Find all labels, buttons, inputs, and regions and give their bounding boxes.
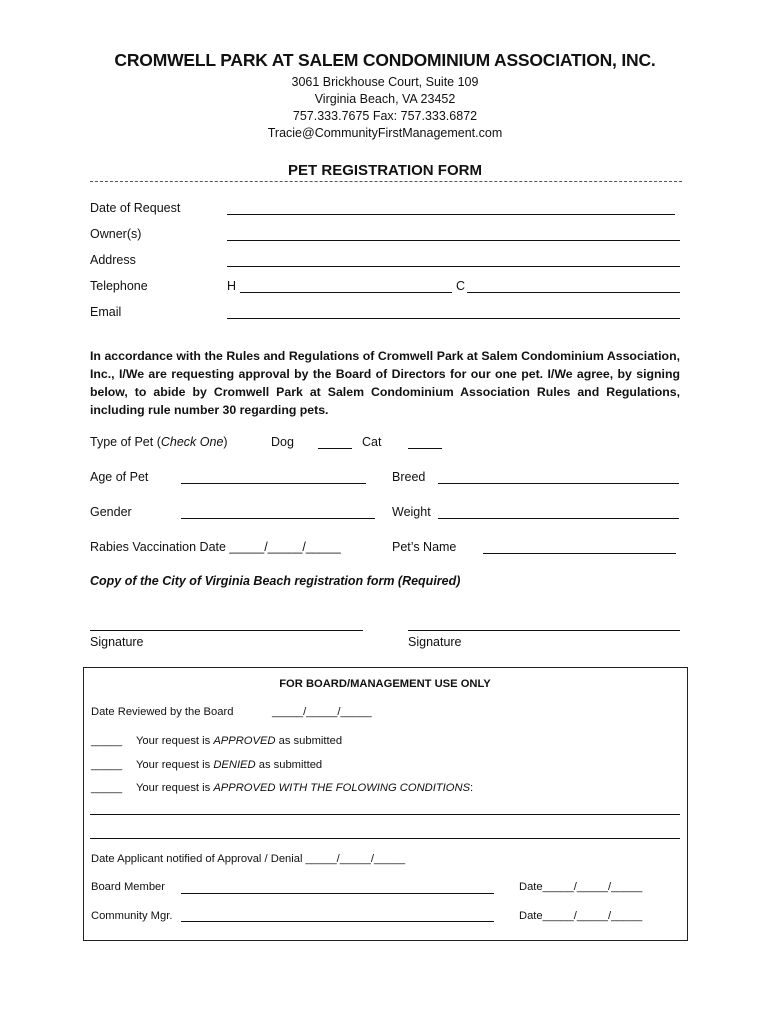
approved-check-field[interactable]: _____ <box>91 735 123 747</box>
conditions-line-2[interactable] <box>90 838 680 839</box>
agreement-line: including rule number 30 regarding pets. <box>90 403 329 417</box>
breed-field[interactable] <box>438 483 679 484</box>
date-of-request-label: Date of Request <box>90 201 181 215</box>
conditions-check-field[interactable]: _____ <box>91 782 123 794</box>
age-of-pet-label: Age of Pet <box>90 470 149 484</box>
type-of-pet-label <box>90 435 228 449</box>
board-member-label: Board Member <box>91 881 165 893</box>
telephone-cell-field[interactable] <box>467 292 680 293</box>
age-of-pet-field[interactable] <box>181 483 366 484</box>
contact-email: Tracie@CommunityFirstManagement.com <box>267 126 503 140</box>
signature-right-field[interactable] <box>408 630 680 631</box>
telephone-label: Telephone <box>90 279 148 293</box>
cat-checkbox-field[interactable] <box>408 448 442 449</box>
conditions-text: Your request is <box>136 782 214 794</box>
community-mgr-field[interactable] <box>181 921 494 922</box>
dog-label: Dog <box>271 435 294 449</box>
date-of-request-field[interactable] <box>227 214 675 215</box>
agreement-line: below, to abide by Cromwell Park at Salem Condominium Association Rules and Regulations, <box>90 385 680 399</box>
agreement-line: In accordance with the Rules and Regulations of Cromwell Park at Salem Condominium Association, <box>90 349 680 363</box>
agreement-line: Inc., I/We are requesting approval by the Board of Directors for our one pet. I/We agree, by signing <box>90 367 680 381</box>
owners-field[interactable] <box>227 240 680 241</box>
association-title: CROMWELL PARK AT SALEM CONDOMINIUM ASSOCIATION, INC. <box>114 50 656 70</box>
approved-text: Your request is <box>136 735 214 747</box>
registration-required-note: Copy of the City of Virginia Beach registration form (Required) <box>90 574 461 588</box>
board-member-date-field[interactable]: Date_____/_____/_____ <box>519 881 643 893</box>
date-notified-field[interactable]: Date Applicant notified of Approval / Denial _____/_____/_____ <box>91 853 406 865</box>
address-line-2: Virginia Beach, VA 23452 <box>314 92 456 106</box>
board-member-field[interactable] <box>181 893 494 894</box>
signature-left-field[interactable] <box>90 630 363 631</box>
address-label: Address <box>90 253 136 267</box>
email-field[interactable] <box>227 318 680 319</box>
denied-check-field[interactable]: _____ <box>91 759 123 771</box>
denied-emphasis: DENIED <box>213 759 256 771</box>
owners-label: Owner(s) <box>90 227 142 241</box>
conditions-emphasis: APPROVED WITH THE FOLOWING CONDITIONS <box>213 782 471 794</box>
community-mgr-date-field[interactable]: Date_____/_____/_____ <box>519 910 643 922</box>
agreement-paragraph <box>90 347 680 419</box>
rabies-vaccination-date[interactable]: Rabies Vaccination Date _____/_____/_____ <box>90 540 341 554</box>
type-of-pet-text: Type of Pet ( <box>90 435 161 449</box>
check-one-text: Check One <box>160 435 224 449</box>
title-divider <box>90 181 682 182</box>
community-mgr-label: Community Mgr. <box>91 910 173 922</box>
board-use-heading: FOR BOARD/MANAGEMENT USE ONLY <box>279 678 491 690</box>
approved-emphasis: APPROVED <box>213 735 276 747</box>
weight-label: Weight <box>392 505 431 519</box>
pets-name-label: Pet’s Name <box>392 540 457 554</box>
signature-left-label: Signature <box>90 635 144 649</box>
signature-right-label: Signature <box>408 635 462 649</box>
conditions-option <box>136 782 473 794</box>
approved-suffix: as submitted <box>275 735 343 747</box>
denied-text: Your request is <box>136 759 214 771</box>
address-line-1: 3061 Brickhouse Court, Suite 109 <box>291 75 479 89</box>
conditions-suffix: : <box>470 782 474 794</box>
denied-suffix: as submitted <box>255 759 323 771</box>
gender-field[interactable] <box>181 518 375 519</box>
email-label: Email <box>90 305 122 319</box>
approved-option <box>136 735 342 747</box>
address-field[interactable] <box>227 266 680 267</box>
weight-field[interactable] <box>438 518 679 519</box>
dog-checkbox-field[interactable] <box>318 448 352 449</box>
telephone-home-field[interactable] <box>240 292 452 293</box>
cat-label: Cat <box>362 435 382 449</box>
type-of-pet-close: ) <box>223 435 228 449</box>
gender-label: Gender <box>90 505 132 519</box>
date-reviewed-field[interactable]: _____/_____/_____ <box>272 706 372 718</box>
date-reviewed-label: Date Reviewed by the Board <box>91 706 234 718</box>
pets-name-field[interactable] <box>483 553 676 554</box>
telephone-home-label: H <box>227 279 237 293</box>
denied-option <box>136 759 322 771</box>
conditions-line-1[interactable] <box>90 814 680 815</box>
telephone-cell-label: C <box>456 279 466 293</box>
form-title: PET REGISTRATION FORM <box>288 162 482 179</box>
phone-fax: 757.333.7675 Fax: 757.333.6872 <box>292 109 478 123</box>
breed-label: Breed <box>392 470 426 484</box>
